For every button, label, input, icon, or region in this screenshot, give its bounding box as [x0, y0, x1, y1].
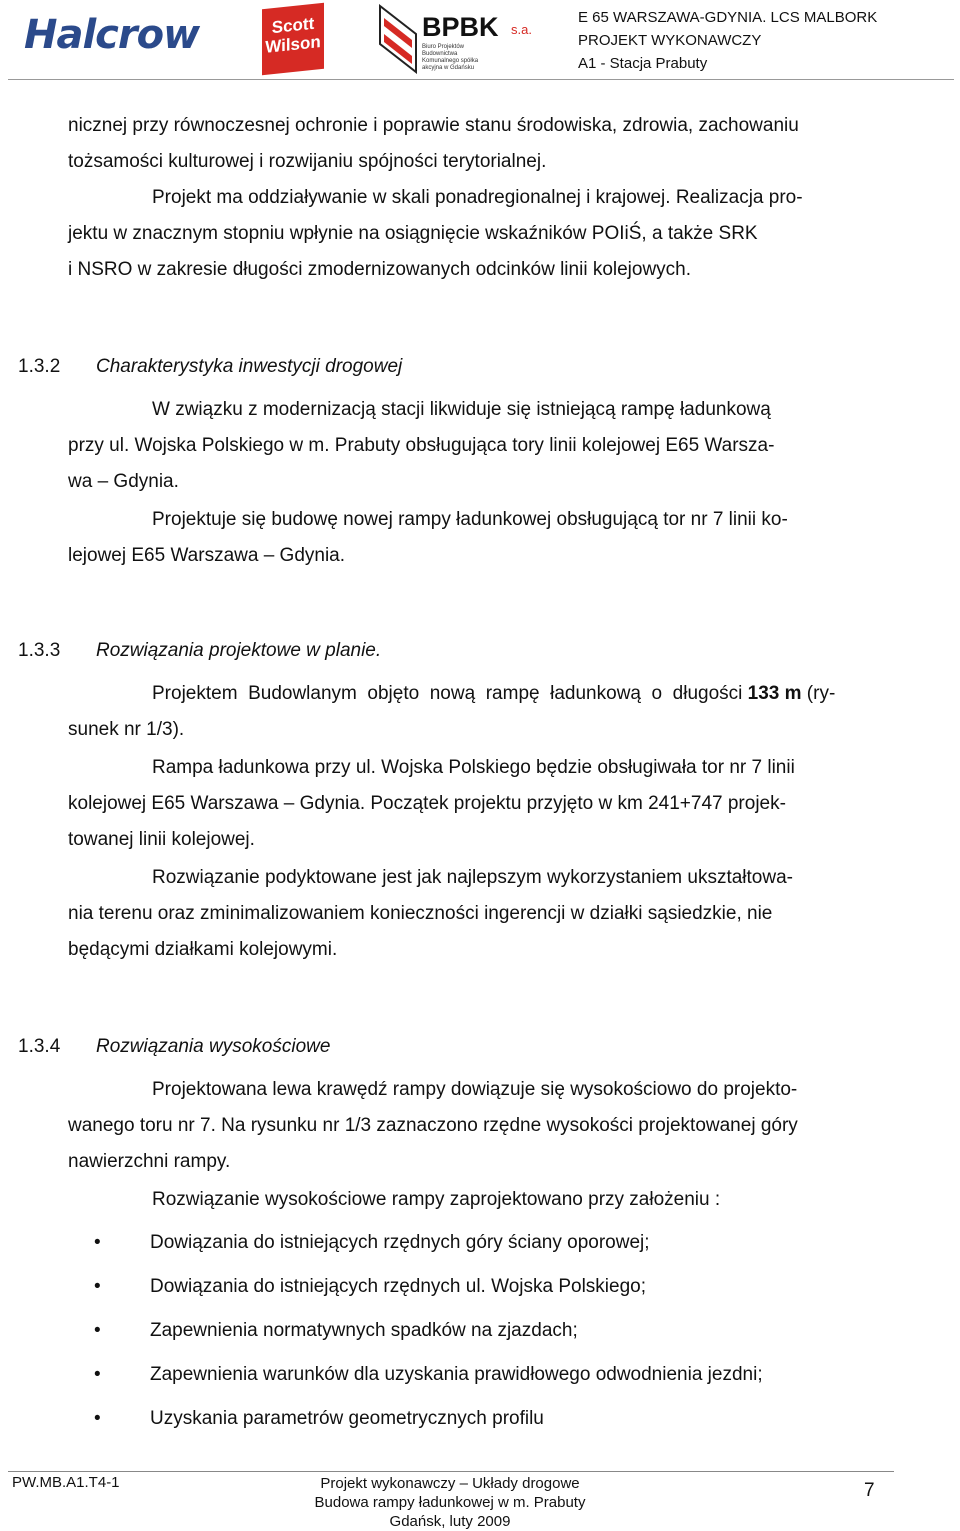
text-line: nia terenu oraz zminimalizowaniem konieczności ingerencji w działki sąsiedzkie, nie	[68, 903, 773, 924]
text-line: W związku z modernizacją stacji likwiduje się istniejącą rampę ładunkową	[152, 399, 771, 420]
section-heading-1-3-4	[18, 1036, 330, 1058]
list-item-text: Zapewnienia normatywnych spadków na zjazdach;	[150, 1320, 578, 1341]
header-line1: E 65 WARSZAWA-GDYNIA. LCS MALBORK	[578, 9, 878, 26]
bullet-icon: •	[94, 1232, 101, 1253]
halcrow-logo: Halcrow	[24, 12, 200, 58]
paragraph-1	[68, 108, 799, 180]
section-title: Rozwiązania projektowe w planie.	[96, 640, 382, 661]
text-line: jektu w znacznym stopniu wpłynie na osiągnięcie wskaźników POIiŚ, a także SRK	[68, 223, 758, 244]
paragraph-8	[68, 1072, 798, 1180]
text-line: lejowej E65 Warszawa – Gdynia.	[68, 545, 346, 566]
section-title: Rozwiązania wysokościowe	[96, 1036, 331, 1057]
list-item-text: Dowiązania do istniejących rzędnych góry ściany oporowej;	[150, 1232, 650, 1253]
bullet-icon: •	[94, 1408, 101, 1429]
scott-wilson-logo	[262, 3, 324, 76]
section-number: 1.3.2	[18, 356, 61, 377]
text-line: Projekt ma oddziaływanie w skali ponadregionalnej i krajowej. Realizacja pro-	[152, 187, 803, 208]
bpbk-logo-subtitle: Biuro Projektów Budownictwa Komunalnego spółka akcyjna w Gdańsku	[422, 44, 479, 71]
text-line: Projektowana lewa krawędź rampy dowiązuje się wysokościowo do projekto-	[152, 1079, 798, 1100]
header-divider	[8, 79, 954, 80]
list-item-text: Zapewnienia warunków dla uzyskania prawidłowego odwodnienia jezdni;	[150, 1364, 763, 1385]
header-line3: A1 - Stacja Prabuty	[578, 55, 708, 72]
footer-line3: Gdańsk, luty 2009	[389, 1513, 511, 1530]
text-line: nawierzchni rampy.	[68, 1151, 231, 1172]
header-line2: PROJEKT WYKONAWCZY	[578, 32, 762, 49]
ramp-length-value: 133 m	[747, 683, 802, 704]
text-line: wa – Gdynia.	[68, 471, 179, 492]
bullet-icon: •	[94, 1320, 101, 1341]
text-run: Projektem Budowlanym objęto nową rampę ładunkową o długości	[152, 683, 748, 704]
paragraph-4	[68, 502, 788, 574]
footer-center	[240, 1474, 660, 1531]
paragraph-2	[68, 180, 803, 288]
text-line	[68, 676, 835, 712]
text-line: Rozwiązanie wysokościowe rampy zaprojektowano przy założeniu :	[152, 1189, 721, 1210]
paragraph-9	[68, 1182, 720, 1218]
bullet-icon: •	[94, 1276, 101, 1297]
section-title: Charakterystyka inwestycji drogowej	[96, 356, 403, 377]
text-run: (ry-	[801, 683, 836, 704]
list-item-text: Dowiązania do istniejących rzędnych ul. Wojska Polskiego;	[150, 1276, 647, 1297]
paragraph-7	[68, 860, 793, 968]
text-line: nicznej przy równoczesnej ochronie i poprawie stanu środowiska, zdrowia, zachowaniu	[68, 115, 799, 136]
text-line: Rozwiązanie podyktowane jest jak najlepszym wykorzystaniem ukształtowa-	[152, 867, 793, 888]
text-line: kolejowej E65 Warszawa – Gdynia. Początek projektu przyjęto w km 241+747 projek-	[68, 793, 786, 814]
text-line: sunek nr 1/3).	[68, 719, 185, 740]
bullet-icon: •	[94, 1364, 101, 1385]
footer-line2: Budowa rampy ładunkowej w m. Prabuty	[314, 1494, 586, 1511]
footer-document-code: PW.MB.A1.T4-1	[12, 1474, 120, 1491]
page-header	[0, 0, 960, 80]
text-line: przy ul. Wojska Polskiego w m. Prabuty obsługująca tory linii kolejowej E65 Warsza-	[68, 435, 775, 456]
text-line: wanego toru nr 7. Na rysunku nr 1/3 zaznaczono rzędne wysokości projektowanej góry	[68, 1115, 798, 1136]
scott-wilson-logo-line1: Scott	[271, 13, 315, 38]
text-line: tożsamości kulturowej i rozwijaniu spójności terytorialnej.	[68, 151, 547, 172]
section-heading-1-3-3	[18, 640, 381, 662]
header-project-info	[578, 6, 877, 75]
text-line: będącymi działkami kolejowymi.	[68, 939, 338, 960]
scott-wilson-logo-line2: Wilson	[265, 32, 321, 57]
list-item-text: Uzyskania parametrów geometrycznych profilu	[150, 1408, 544, 1429]
bpbk-mark-icon	[378, 4, 418, 74]
paragraph-3	[68, 392, 774, 500]
section-heading-1-3-2	[18, 356, 402, 378]
text-line: i NSRO w zakresie długości zmodernizowanych odcinków linii kolejowych.	[68, 259, 692, 280]
footer-line1: Projekt wykonawczy – Układy drogowe	[320, 1475, 580, 1492]
text-line: Rampa ładunkowa przy ul. Wojska Polskiego będzie obsługiwała tor nr 7 linii	[152, 757, 795, 778]
paragraph-6	[68, 750, 795, 858]
paragraph-5	[68, 676, 835, 748]
bpbk-logo-suffix: s.a.	[511, 22, 532, 37]
section-number: 1.3.3	[18, 640, 61, 661]
text-line: Projektuje się budowę nowej rampy ładunkowej obsługującą tor nr 7 linii ko-	[152, 509, 788, 530]
page-number: 7	[864, 1480, 875, 1501]
text-line: towanej linii kolejowej.	[68, 829, 255, 850]
section-number: 1.3.4	[18, 1036, 61, 1057]
bpbk-logo-text: BPBK	[422, 12, 499, 42]
footer-divider	[8, 1471, 894, 1472]
bpbk-logo	[378, 4, 548, 74]
